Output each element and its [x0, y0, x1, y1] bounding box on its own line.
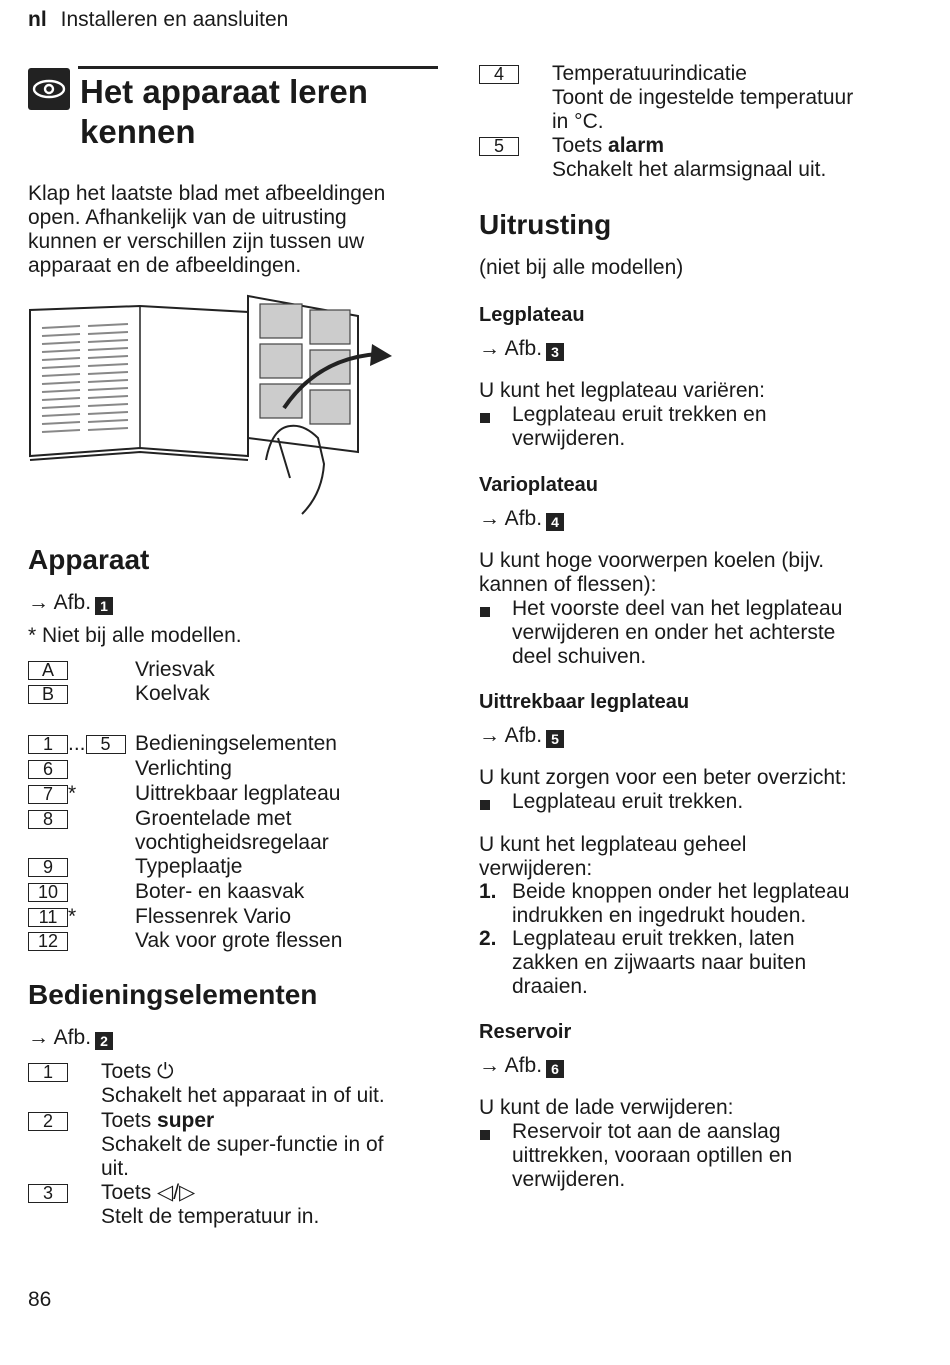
legend-row: 8 — [28, 807, 68, 831]
legend-row: 12 — [28, 929, 68, 953]
power-icon: ⏻ — [157, 1060, 174, 1083]
legend-row: 1 ... 5 — [28, 732, 126, 756]
legend-label: Typeplaatje — [135, 855, 243, 878]
control-label: Toets alarm Schakelt het alarmsignaal uit. — [552, 134, 827, 181]
figure-badge: 3 — [546, 343, 564, 361]
legend-row: B — [28, 682, 68, 706]
intro-paragraph: Klap het laatste blad met afbeeldingen open. Afhankelijk van de uitrusting kunnen er verschillen zijn tussen uw apparaat en de afbeeldingen. — [28, 182, 386, 277]
uitrusting-heading: Uitrusting — [479, 209, 612, 240]
arrow-left-right-icon: ◁/▷ — [157, 1181, 196, 1204]
legplateau-text: U kunt het legplateau variëren: — [479, 379, 766, 402]
control-row: 5 — [479, 134, 519, 158]
control-label: Toets ◁/▷ Stelt de temperatuur in. — [101, 1181, 320, 1228]
vario-heading: Varioplateau — [479, 474, 598, 496]
bullet-icon — [480, 1127, 490, 1145]
reservoir-heading: Reservoir — [479, 1021, 572, 1043]
vario-text: U kunt hoge voorwerpen koelen (bijv. kannen of flessen): — [479, 549, 825, 596]
step-text: Legplateau eruit trekken, laten zakken en zijwaarts naar buiten draaien. — [512, 927, 807, 998]
figure-badge: 1 — [95, 597, 113, 615]
control-label: Temperatuurindicatie Toont de ingestelde temperatuur in °C. — [552, 62, 854, 133]
reservoir-figure-ref: → Afb. 6 — [479, 1054, 564, 1078]
legplateau-heading: Legplateau — [479, 304, 585, 326]
legend-label: Groentelade met vochtigheidsregelaar — [135, 807, 329, 854]
legend-label: Uittrekbaar legplateau — [135, 782, 341, 805]
legend-row: 9 — [28, 855, 68, 879]
bullet-icon — [480, 797, 490, 815]
uittrek-figure-ref: → Afb. 5 — [479, 724, 564, 748]
uittrek-heading: Uittrekbaar legplateau — [479, 691, 690, 713]
step-number: 1. — [479, 880, 497, 903]
legend-label: Koelvak — [135, 682, 210, 705]
step-number: 2. — [479, 927, 497, 950]
bediening-figure-ref: → Afb. 2 — [28, 1026, 113, 1050]
control-label: Toets super Schakelt de super-functie in of uit. — [101, 1109, 384, 1180]
book-illustration — [28, 288, 398, 520]
running-header — [28, 8, 288, 32]
apparaat-note: * Niet bij alle modellen. — [28, 624, 242, 647]
apparaat-figure-ref: → Afb. 1 — [28, 591, 113, 615]
uittrek-bullet: Legplateau eruit trekken. — [512, 790, 744, 813]
bediening-heading: Bedieningselementen — [28, 979, 318, 1010]
control-row: 4 — [479, 62, 519, 86]
legend-row: 10 — [28, 880, 68, 904]
section-title: Installeren en aansluiten — [60, 8, 289, 31]
figure-badge: 6 — [546, 1060, 564, 1078]
vario-bullet: Het voorste deel van het legplateau verwijderen en onder het achterste deel schuiven. — [512, 597, 843, 668]
legplateau-bullet: Legplateau eruit trekken en verwijderen. — [512, 403, 767, 450]
bullet-icon — [480, 604, 490, 622]
bullet-icon — [480, 410, 490, 428]
legend-row: 7 * — [28, 782, 76, 806]
title-rule — [78, 66, 438, 69]
figure-badge: 5 — [546, 730, 564, 748]
legend-label: Verlichting — [135, 757, 232, 780]
apparaat-heading: Apparaat — [28, 544, 150, 575]
uitrusting-sub: (niet bij alle modellen) — [479, 256, 684, 279]
vario-figure-ref: → Afb. 4 — [479, 507, 564, 531]
reservoir-bullet: Reservoir tot aan de aanslag uittrekken, vooraan optillen en verwijderen. — [512, 1120, 793, 1191]
page-number: 86 — [28, 1288, 52, 1311]
legend-label: Vriesvak — [135, 658, 215, 681]
page-title: Het apparaat leren kennen — [80, 73, 368, 150]
control-row: 2 — [28, 1109, 68, 1133]
uittrek-text: U kunt zorgen voor een beter overzicht: — [479, 766, 847, 789]
legend-row: A — [28, 658, 68, 682]
legend-row: 6 — [28, 757, 68, 781]
legend-label: Vak voor grote flessen — [135, 929, 343, 952]
step-text: Beide knoppen onder het legplateau indrukken en ingedrukt houden. — [512, 880, 850, 927]
legend-label: Flessenrek Vario — [135, 905, 292, 928]
reservoir-text: U kunt de lade verwijderen: — [479, 1096, 734, 1119]
legend-label: Boter- en kaasvak — [135, 880, 305, 903]
uittrek-text2: U kunt het legplateau geheel verwijderen: — [479, 833, 747, 880]
figure-badge: 4 — [546, 513, 564, 531]
figure-badge: 2 — [95, 1032, 113, 1050]
control-row: 3 — [28, 1181, 68, 1205]
control-row: 1 — [28, 1060, 68, 1084]
legplateau-figure-ref: → Afb. 3 — [479, 337, 564, 361]
legend-row: 11 * — [28, 905, 76, 929]
eye-icon — [28, 68, 70, 110]
legend-label: Bedieningselementen — [135, 732, 337, 755]
control-label: Toets ⏻ Schakelt het apparaat in of uit. — [101, 1060, 385, 1107]
language-code: nl — [28, 8, 47, 31]
